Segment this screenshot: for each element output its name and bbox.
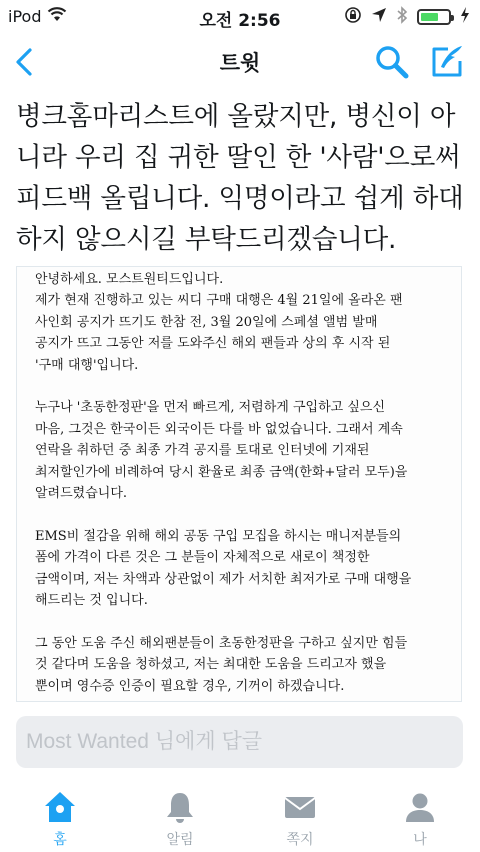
tab-label: 쪽지 — [286, 832, 314, 848]
search-icon — [374, 44, 410, 80]
status-right — [344, 6, 470, 28]
note-image[interactable] — [16, 266, 462, 702]
note-paragraph — [35, 526, 447, 612]
bluetooth-icon — [396, 6, 408, 28]
tab-bar — [0, 779, 480, 852]
status-bar — [0, 0, 480, 34]
battery-icon — [417, 9, 451, 25]
home-icon — [42, 789, 78, 825]
tab-notifications[interactable] — [120, 779, 240, 852]
reply-bar — [16, 716, 463, 768]
envelope-icon — [282, 789, 318, 825]
note-line: 뿐이며 영수증 인증이 필요할 경우, 기꺼이 하겠습니다. — [35, 678, 345, 694]
note-line: 해드리는 것 입니다. — [35, 593, 148, 609]
note-line: 안녕하세요. 모스트원티드입니다. — [35, 272, 224, 287]
status-time: 오전 2:56 — [199, 11, 281, 31]
compose-button[interactable] — [428, 43, 466, 81]
charging-icon — [460, 7, 470, 27]
note-line: EMS비 절감을 위해 해외 공동 구입 모집을 하시는 매니저분들의 — [35, 528, 402, 544]
note-line: 제가 현재 진행하고 있는 씨디 구매 대행은 4월 21일에 올라온 팬 — [35, 293, 403, 309]
tab-label: 알림 — [166, 832, 194, 848]
reply-input[interactable] — [26, 726, 446, 758]
note-paragraph — [35, 269, 447, 376]
tweet-text: 병크홈마리스트에 올랐지만, 병신이 아니라 우리 집 귀한 딸인 한 '사람'으로써 피드백 올립니다. 익명이라고 쉽게 하대하지 않으시길 부탁드리겠습니다. — [16, 101, 464, 255]
location-icon — [371, 7, 387, 27]
note-line: 최저할인가에 비례하여 당시 환율로 최종 금액(한화+달러 모두)을 — [35, 464, 408, 480]
rotation-lock-icon — [344, 6, 362, 28]
tab-label: 홈 — [53, 832, 67, 848]
carrier-label: iPod — [8, 6, 42, 26]
note-body — [35, 269, 447, 702]
note-line: 마음, 그것은 한국이든 외국이든 다를 바 없었습니다. 그래서 계속 — [35, 421, 403, 437]
person-icon — [402, 789, 438, 825]
note-line: 것 같다며 도움을 청하셨고, 저는 최대한 도움을 드리고자 했을 — [35, 657, 387, 673]
note-line: 알려드렸습니다. — [35, 486, 128, 502]
note-line: 누구나 '초동한정판'을 먼저 빠르게, 저렴하게 구입하고 싶으신 — [35, 400, 386, 416]
note-line: '구매 대행'입니다. — [35, 357, 139, 373]
search-button[interactable] — [374, 44, 410, 80]
note-line: 연락을 취하던 중 최종 가격 공지를 토대로 인터넷에 기재된 — [35, 443, 370, 459]
note-paragraph — [35, 633, 447, 697]
note-line: 폼에 가격이 다른 것은 그 분들이 자체적으로 새로이 책정한 — [35, 550, 370, 566]
compose-icon — [428, 43, 466, 81]
note-line: 금액이며, 저는 차액과 상관없이 제가 서치한 최저가로 구매 대행을 — [35, 571, 412, 587]
note-line: 사인회 공지가 뜨기도 한참 전, 3월 20일에 스페셜 앨범 발매 — [35, 314, 378, 330]
page-title: 트윗 — [219, 51, 261, 75]
note-paragraph — [35, 397, 447, 504]
tab-home[interactable] — [0, 779, 120, 852]
note-line: 공지가 뜨고 그동안 저를 도와주신 해외 팬들과 상의 후 시작 된 — [35, 336, 391, 352]
tab-me[interactable] — [360, 779, 480, 852]
bell-icon — [162, 789, 198, 825]
note-line: 그 동안 도움 주신 해외팬분들이 초동한정판을 구하고 싶지만 힘들 — [35, 635, 408, 651]
tab-messages[interactable] — [240, 779, 360, 852]
nav-bar — [0, 34, 480, 88]
tab-label: 나 — [413, 832, 427, 848]
